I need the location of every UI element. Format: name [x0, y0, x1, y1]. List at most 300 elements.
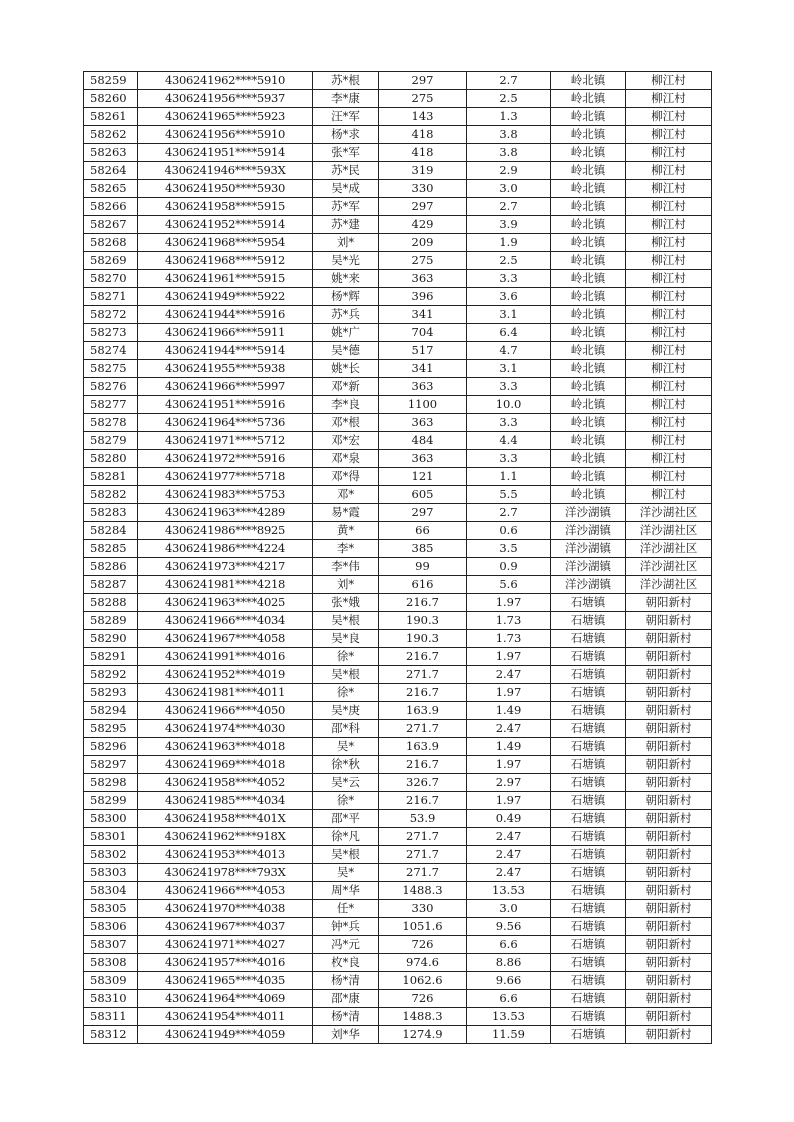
person-name-cell: 钟*兵 — [313, 918, 379, 936]
id-number-cell: 4306241972****5916 — [138, 450, 313, 468]
amount-cell: 143 — [379, 108, 467, 126]
id-number-cell: 4306241949****4059 — [138, 1026, 313, 1044]
town-cell: 岭北镇 — [551, 432, 626, 450]
amount-cell: 396 — [379, 288, 467, 306]
area-cell: 0.49 — [467, 810, 551, 828]
person-name-cell: 冯*元 — [313, 936, 379, 954]
person-name-cell: 枚*良 — [313, 954, 379, 972]
area-cell: 2.97 — [467, 774, 551, 792]
village-cell: 柳江村 — [626, 450, 712, 468]
town-cell: 岭北镇 — [551, 468, 626, 486]
amount-cell: 726 — [379, 936, 467, 954]
town-cell: 石塘镇 — [551, 990, 626, 1008]
area-cell: 1.97 — [467, 594, 551, 612]
town-cell: 岭北镇 — [551, 126, 626, 144]
village-cell: 朝阳新村 — [626, 792, 712, 810]
person-name-cell: 李* — [313, 540, 379, 558]
amount-cell: 190.3 — [379, 630, 467, 648]
amount-cell: 726 — [379, 990, 467, 1008]
person-name-cell: 易*霞 — [313, 504, 379, 522]
town-cell: 岭北镇 — [551, 162, 626, 180]
table-row — [84, 198, 712, 216]
amount-cell: 297 — [379, 504, 467, 522]
area-cell: 3.0 — [467, 900, 551, 918]
id-number-cell: 4306241944****5914 — [138, 342, 313, 360]
amount-cell: 271.7 — [379, 666, 467, 684]
village-cell: 朝阳新村 — [626, 900, 712, 918]
town-cell: 岭北镇 — [551, 450, 626, 468]
table-row — [84, 630, 712, 648]
table-row — [84, 666, 712, 684]
record-number-cell: 58309 — [84, 972, 138, 990]
village-cell: 柳江村 — [626, 108, 712, 126]
table-row — [84, 738, 712, 756]
person-name-cell: 吴*德 — [313, 342, 379, 360]
area-cell: 2.7 — [467, 504, 551, 522]
amount-cell: 1051.6 — [379, 918, 467, 936]
amount-cell: 363 — [379, 414, 467, 432]
person-name-cell: 刘*华 — [313, 1026, 379, 1044]
amount-cell: 1488.3 — [379, 1008, 467, 1026]
amount-cell: 319 — [379, 162, 467, 180]
village-cell: 朝阳新村 — [626, 918, 712, 936]
person-name-cell: 杨*辉 — [313, 288, 379, 306]
amount-cell: 341 — [379, 360, 467, 378]
table-row — [84, 234, 712, 252]
town-cell: 岭北镇 — [551, 252, 626, 270]
area-cell: 8.86 — [467, 954, 551, 972]
village-cell: 柳江村 — [626, 126, 712, 144]
record-number-cell: 58281 — [84, 468, 138, 486]
record-number-cell: 58286 — [84, 558, 138, 576]
person-name-cell: 邓*泉 — [313, 450, 379, 468]
record-number-cell: 58298 — [84, 774, 138, 792]
id-number-cell: 4306241951****5916 — [138, 396, 313, 414]
amount-cell: 418 — [379, 144, 467, 162]
village-cell: 洋沙湖社区 — [626, 540, 712, 558]
area-cell: 5.6 — [467, 576, 551, 594]
table-row — [84, 882, 712, 900]
amount-cell: 1488.3 — [379, 882, 467, 900]
record-number-cell: 58306 — [84, 918, 138, 936]
amount-cell: 429 — [379, 216, 467, 234]
area-cell: 6.6 — [467, 936, 551, 954]
table-row — [84, 342, 712, 360]
record-number-cell: 58263 — [84, 144, 138, 162]
record-number-cell: 58278 — [84, 414, 138, 432]
id-number-cell: 4306241991****4016 — [138, 648, 313, 666]
table-row — [84, 252, 712, 270]
record-number-cell: 58294 — [84, 702, 138, 720]
amount-cell: 216.7 — [379, 756, 467, 774]
record-number-cell: 58266 — [84, 198, 138, 216]
town-cell: 洋沙湖镇 — [551, 576, 626, 594]
record-number-cell: 58307 — [84, 936, 138, 954]
person-name-cell: 吴*良 — [313, 630, 379, 648]
village-cell: 柳江村 — [626, 396, 712, 414]
amount-cell: 1274.9 — [379, 1026, 467, 1044]
amount-cell: 517 — [379, 342, 467, 360]
table-row — [84, 144, 712, 162]
village-cell: 朝阳新村 — [626, 684, 712, 702]
village-cell: 朝阳新村 — [626, 936, 712, 954]
record-number-cell: 58284 — [84, 522, 138, 540]
town-cell: 石塘镇 — [551, 1008, 626, 1026]
village-cell: 柳江村 — [626, 72, 712, 90]
id-number-cell: 4306241981****4218 — [138, 576, 313, 594]
record-number-cell: 58293 — [84, 684, 138, 702]
area-cell: 6.6 — [467, 990, 551, 1008]
village-cell: 洋沙湖社区 — [626, 504, 712, 522]
id-number-cell: 4306241963****4025 — [138, 594, 313, 612]
id-number-cell: 4306241977****5718 — [138, 468, 313, 486]
person-name-cell: 邵*平 — [313, 810, 379, 828]
area-cell: 3.8 — [467, 126, 551, 144]
amount-cell: 163.9 — [379, 738, 467, 756]
record-number-cell: 58290 — [84, 630, 138, 648]
town-cell: 石塘镇 — [551, 648, 626, 666]
amount-cell: 326.7 — [379, 774, 467, 792]
area-cell: 2.47 — [467, 864, 551, 882]
record-number-cell: 58267 — [84, 216, 138, 234]
id-number-cell: 4306241955****5938 — [138, 360, 313, 378]
village-cell: 柳江村 — [626, 432, 712, 450]
person-name-cell: 吴*庚 — [313, 702, 379, 720]
id-number-cell: 4306241956****5937 — [138, 90, 313, 108]
town-cell: 岭北镇 — [551, 342, 626, 360]
town-cell: 石塘镇 — [551, 630, 626, 648]
amount-cell: 605 — [379, 486, 467, 504]
area-cell: 1.97 — [467, 648, 551, 666]
table-row — [84, 972, 712, 990]
person-name-cell: 苏*兵 — [313, 306, 379, 324]
id-number-cell: 4306241951****5914 — [138, 144, 313, 162]
amount-cell: 616 — [379, 576, 467, 594]
town-cell: 岭北镇 — [551, 414, 626, 432]
record-number-cell: 58296 — [84, 738, 138, 756]
amount-cell: 974.6 — [379, 954, 467, 972]
table-row — [84, 864, 712, 882]
roster-table-body — [84, 72, 712, 1044]
table-row — [84, 648, 712, 666]
id-number-cell: 4306241966****5911 — [138, 324, 313, 342]
village-cell: 朝阳新村 — [626, 774, 712, 792]
record-number-cell: 58305 — [84, 900, 138, 918]
town-cell: 石塘镇 — [551, 738, 626, 756]
amount-cell: 99 — [379, 558, 467, 576]
table-row — [84, 846, 712, 864]
id-number-cell: 4306241944****5916 — [138, 306, 313, 324]
town-cell: 岭北镇 — [551, 216, 626, 234]
person-name-cell: 邓* — [313, 486, 379, 504]
village-cell: 柳江村 — [626, 216, 712, 234]
record-number-cell: 58261 — [84, 108, 138, 126]
village-cell: 朝阳新村 — [626, 828, 712, 846]
record-number-cell: 58280 — [84, 450, 138, 468]
amount-cell: 297 — [379, 72, 467, 90]
town-cell: 石塘镇 — [551, 846, 626, 864]
village-cell: 朝阳新村 — [626, 882, 712, 900]
roster-table — [83, 71, 712, 1044]
town-cell: 石塘镇 — [551, 1026, 626, 1044]
record-number-cell: 58259 — [84, 72, 138, 90]
table-row — [84, 720, 712, 738]
person-name-cell: 邓*得 — [313, 468, 379, 486]
table-row — [84, 684, 712, 702]
amount-cell: 484 — [379, 432, 467, 450]
area-cell: 2.9 — [467, 162, 551, 180]
town-cell: 石塘镇 — [551, 774, 626, 792]
area-cell: 2.7 — [467, 72, 551, 90]
village-cell: 柳江村 — [626, 360, 712, 378]
village-cell: 朝阳新村 — [626, 864, 712, 882]
id-number-cell: 4306241958****5915 — [138, 198, 313, 216]
village-cell: 柳江村 — [626, 252, 712, 270]
record-number-cell: 58291 — [84, 648, 138, 666]
id-number-cell: 4306241966****4053 — [138, 882, 313, 900]
amount-cell: 330 — [379, 180, 467, 198]
record-number-cell: 58288 — [84, 594, 138, 612]
village-cell: 朝阳新村 — [626, 1008, 712, 1026]
table-row — [84, 324, 712, 342]
table-row — [84, 360, 712, 378]
table-row — [84, 954, 712, 972]
table-row — [84, 828, 712, 846]
village-cell: 朝阳新村 — [626, 990, 712, 1008]
table-row — [84, 540, 712, 558]
id-number-cell: 4306241962****5910 — [138, 72, 313, 90]
person-name-cell: 邓*根 — [313, 414, 379, 432]
amount-cell: 190.3 — [379, 612, 467, 630]
area-cell: 3.1 — [467, 360, 551, 378]
person-name-cell: 周*华 — [313, 882, 379, 900]
area-cell: 2.47 — [467, 666, 551, 684]
id-number-cell: 4306241952****4019 — [138, 666, 313, 684]
village-cell: 柳江村 — [626, 90, 712, 108]
id-number-cell: 4306241954****4011 — [138, 1008, 313, 1026]
village-cell: 洋沙湖社区 — [626, 522, 712, 540]
amount-cell: 330 — [379, 900, 467, 918]
record-number-cell: 58292 — [84, 666, 138, 684]
record-number-cell: 58269 — [84, 252, 138, 270]
table-row — [84, 180, 712, 198]
area-cell: 2.47 — [467, 720, 551, 738]
id-number-cell: 4306241949****5922 — [138, 288, 313, 306]
record-number-cell: 58295 — [84, 720, 138, 738]
record-number-cell: 58299 — [84, 792, 138, 810]
person-name-cell: 徐* — [313, 792, 379, 810]
village-cell: 柳江村 — [626, 414, 712, 432]
record-number-cell: 58272 — [84, 306, 138, 324]
id-number-cell: 4306241958****401X — [138, 810, 313, 828]
person-name-cell: 吴* — [313, 864, 379, 882]
id-number-cell: 4306241962****918X — [138, 828, 313, 846]
table-row — [84, 162, 712, 180]
town-cell: 岭北镇 — [551, 288, 626, 306]
area-cell: 2.47 — [467, 846, 551, 864]
id-number-cell: 4306241968****5954 — [138, 234, 313, 252]
person-name-cell: 徐*凡 — [313, 828, 379, 846]
record-number-cell: 58265 — [84, 180, 138, 198]
record-number-cell: 58287 — [84, 576, 138, 594]
person-name-cell: 苏*军 — [313, 198, 379, 216]
table-row — [84, 306, 712, 324]
record-number-cell: 58302 — [84, 846, 138, 864]
table-row — [84, 774, 712, 792]
amount-cell: 363 — [379, 270, 467, 288]
id-number-cell: 4306241978****793X — [138, 864, 313, 882]
town-cell: 石塘镇 — [551, 954, 626, 972]
village-cell: 柳江村 — [626, 342, 712, 360]
area-cell: 1.49 — [467, 738, 551, 756]
table-row — [84, 216, 712, 234]
person-name-cell: 姚*来 — [313, 270, 379, 288]
town-cell: 石塘镇 — [551, 612, 626, 630]
person-name-cell: 姚*长 — [313, 360, 379, 378]
table-row — [84, 576, 712, 594]
area-cell: 3.0 — [467, 180, 551, 198]
amount-cell: 297 — [379, 198, 467, 216]
id-number-cell: 4306241963****4289 — [138, 504, 313, 522]
record-number-cell: 58282 — [84, 486, 138, 504]
id-number-cell: 4306241957****4016 — [138, 954, 313, 972]
area-cell: 3.3 — [467, 414, 551, 432]
person-name-cell: 吴*光 — [313, 252, 379, 270]
record-number-cell: 58274 — [84, 342, 138, 360]
record-number-cell: 58308 — [84, 954, 138, 972]
town-cell: 岭北镇 — [551, 72, 626, 90]
amount-cell: 216.7 — [379, 648, 467, 666]
village-cell: 柳江村 — [626, 144, 712, 162]
id-number-cell: 4306241946****593X — [138, 162, 313, 180]
record-number-cell: 58268 — [84, 234, 138, 252]
amount-cell: 271.7 — [379, 864, 467, 882]
amount-cell: 271.7 — [379, 846, 467, 864]
record-number-cell: 58289 — [84, 612, 138, 630]
table-row — [84, 126, 712, 144]
record-number-cell: 58276 — [84, 378, 138, 396]
area-cell: 2.5 — [467, 252, 551, 270]
person-name-cell: 杨*清 — [313, 972, 379, 990]
record-number-cell: 58311 — [84, 1008, 138, 1026]
person-name-cell: 邓*宏 — [313, 432, 379, 450]
amount-cell: 363 — [379, 450, 467, 468]
village-cell: 朝阳新村 — [626, 648, 712, 666]
village-cell: 柳江村 — [626, 180, 712, 198]
table-row — [84, 594, 712, 612]
person-name-cell: 李*康 — [313, 90, 379, 108]
area-cell: 3.3 — [467, 378, 551, 396]
person-name-cell: 杨*清 — [313, 1008, 379, 1026]
village-cell: 朝阳新村 — [626, 954, 712, 972]
town-cell: 石塘镇 — [551, 900, 626, 918]
area-cell: 4.4 — [467, 432, 551, 450]
id-number-cell: 4306241965****4035 — [138, 972, 313, 990]
town-cell: 石塘镇 — [551, 594, 626, 612]
id-number-cell: 4306241964****4069 — [138, 990, 313, 1008]
amount-cell: 209 — [379, 234, 467, 252]
town-cell: 石塘镇 — [551, 828, 626, 846]
id-number-cell: 4306241973****4217 — [138, 558, 313, 576]
record-number-cell: 58310 — [84, 990, 138, 1008]
village-cell: 柳江村 — [626, 468, 712, 486]
village-cell: 柳江村 — [626, 378, 712, 396]
village-cell: 朝阳新村 — [626, 630, 712, 648]
record-number-cell: 58312 — [84, 1026, 138, 1044]
town-cell: 岭北镇 — [551, 144, 626, 162]
village-cell: 朝阳新村 — [626, 972, 712, 990]
id-number-cell: 4306241965****5923 — [138, 108, 313, 126]
town-cell: 石塘镇 — [551, 972, 626, 990]
id-number-cell: 4306241971****5712 — [138, 432, 313, 450]
id-number-cell: 4306241974****4030 — [138, 720, 313, 738]
town-cell: 石塘镇 — [551, 720, 626, 738]
amount-cell: 704 — [379, 324, 467, 342]
area-cell: 3.8 — [467, 144, 551, 162]
table-row — [84, 810, 712, 828]
area-cell: 1.3 — [467, 108, 551, 126]
person-name-cell: 姚*广 — [313, 324, 379, 342]
person-name-cell: 吴* — [313, 738, 379, 756]
area-cell: 5.5 — [467, 486, 551, 504]
person-name-cell: 刘* — [313, 234, 379, 252]
town-cell: 石塘镇 — [551, 684, 626, 702]
area-cell: 3.9 — [467, 216, 551, 234]
area-cell: 1.97 — [467, 756, 551, 774]
person-name-cell: 徐*秋 — [313, 756, 379, 774]
person-name-cell: 邓*新 — [313, 378, 379, 396]
amount-cell: 1062.6 — [379, 972, 467, 990]
id-number-cell: 4306241966****4050 — [138, 702, 313, 720]
area-cell: 1.9 — [467, 234, 551, 252]
area-cell: 11.59 — [467, 1026, 551, 1044]
id-number-cell: 4306241964****5736 — [138, 414, 313, 432]
town-cell: 石塘镇 — [551, 864, 626, 882]
town-cell: 石塘镇 — [551, 792, 626, 810]
table-row — [84, 612, 712, 630]
amount-cell: 216.7 — [379, 684, 467, 702]
person-name-cell: 苏*民 — [313, 162, 379, 180]
area-cell: 1.73 — [467, 612, 551, 630]
id-number-cell: 4306241971****4027 — [138, 936, 313, 954]
person-name-cell: 张*军 — [313, 144, 379, 162]
table-row — [84, 288, 712, 306]
village-cell: 柳江村 — [626, 486, 712, 504]
amount-cell: 216.7 — [379, 792, 467, 810]
table-row — [84, 1008, 712, 1026]
record-number-cell: 58301 — [84, 828, 138, 846]
village-cell: 朝阳新村 — [626, 702, 712, 720]
record-number-cell: 58264 — [84, 162, 138, 180]
town-cell: 石塘镇 — [551, 702, 626, 720]
town-cell: 岭北镇 — [551, 486, 626, 504]
village-cell: 朝阳新村 — [626, 810, 712, 828]
town-cell: 岭北镇 — [551, 396, 626, 414]
amount-cell: 53.9 — [379, 810, 467, 828]
town-cell: 岭北镇 — [551, 378, 626, 396]
town-cell: 岭北镇 — [551, 234, 626, 252]
id-number-cell: 4306241956****5910 — [138, 126, 313, 144]
town-cell: 洋沙湖镇 — [551, 504, 626, 522]
table-row — [84, 468, 712, 486]
id-number-cell: 4306241967****4058 — [138, 630, 313, 648]
area-cell: 1.1 — [467, 468, 551, 486]
village-cell: 朝阳新村 — [626, 846, 712, 864]
table-row — [84, 270, 712, 288]
table-row — [84, 558, 712, 576]
person-name-cell: 邵*康 — [313, 990, 379, 1008]
amount-cell: 216.7 — [379, 594, 467, 612]
